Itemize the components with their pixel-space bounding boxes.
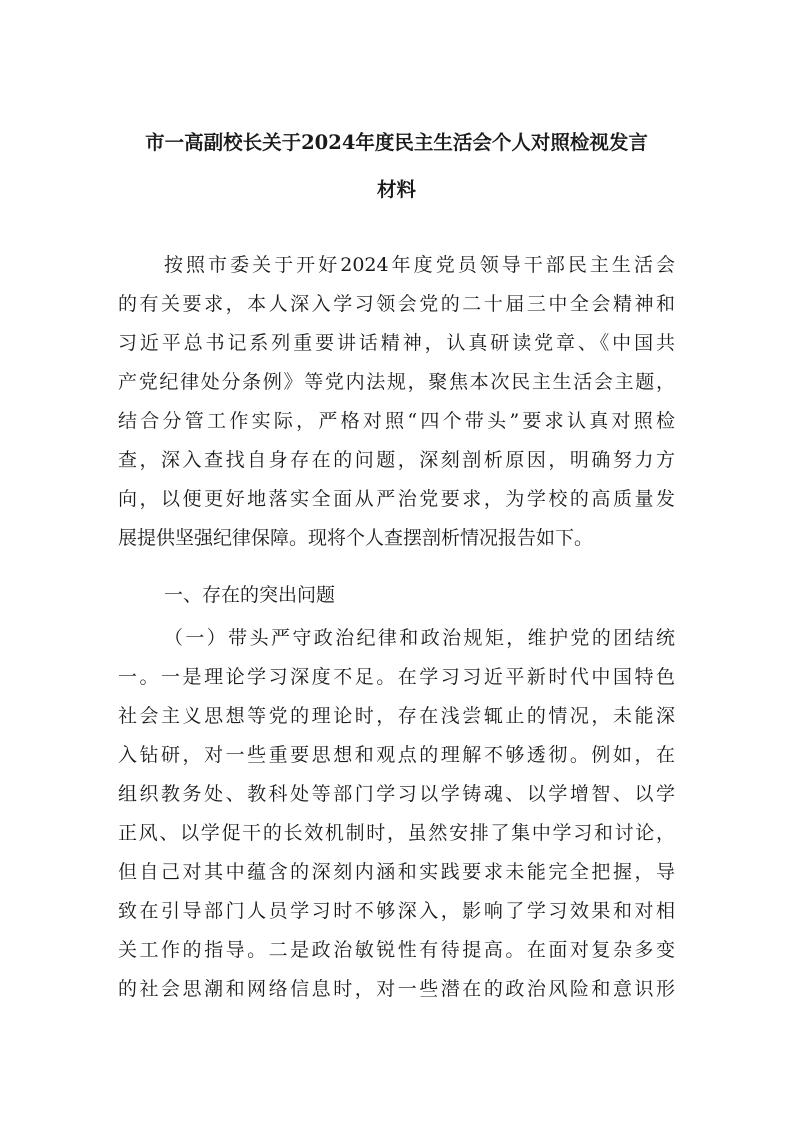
body-line-1: （一）带头严守政治纪律和政治规矩，维护党的团结统 <box>164 627 675 649</box>
body-line-7: 但自己对其中蕴含的深刻内涵和实践要求未能完全把握，导 <box>118 861 675 883</box>
body-line-2: 一。一是理论学习深度不足。在学习习近平新时代中国特色 <box>118 666 675 688</box>
intro-line-4: 产党纪律处分条例》等党内法规，聚焦本次民主生活会主题， <box>118 371 675 393</box>
body-line-3: 社会主义思想等党的理论时，存在浅尝辄止的情况，未能深 <box>118 705 675 727</box>
intro-line-1: 按照市委关于开好2024年度党员领导干部民主生活会 <box>164 254 675 276</box>
body-line-8: 致在引导部门人员学习时不够深入，影响了学习效果和对相 <box>118 900 675 922</box>
intro-line-6: 查，深入查找自身存在的问题，深刻剖析原因，明确努力方 <box>118 449 675 471</box>
body-line-5: 组织教务处、教科处等部门学习以学铸魂、以学增智、以学 <box>118 783 675 805</box>
intro-line-8: 展提供坚强纪律保障。现将个人查摆剖析情况报告如下。 <box>118 527 594 549</box>
intro-line-7: 向，以便更好地落实全面从严治党要求，为学校的高质量发 <box>118 488 675 510</box>
body-line-4: 入钻研，对一些重要思想和观点的理解不够透彻。例如，在 <box>118 744 675 766</box>
intro-line-2: 的有关要求，本人深入学习领会党的二十届三中全会精神和 <box>118 293 675 315</box>
intro-line-5: 结合分管工作实际，严格对照“四个带头”要求认真对照检 <box>118 410 675 432</box>
body-line-6: 正风、以学促干的长效机制时，虽然安排了集中学习和讨论， <box>118 822 675 844</box>
document-title-line-2: 材料 <box>376 178 416 201</box>
document-title-line-1: 市一高副校长关于2024年度民主生活会个人对照检视发言 <box>145 131 648 154</box>
intro-line-3: 习近平总书记系列重要讲话精神，认真研读党章、《中国共 <box>118 332 675 354</box>
body-line-10: 的社会思潮和网络信息时，对一些潜在的政治风险和意识形 <box>118 978 675 1000</box>
section-heading: 一、存在的突出问题 <box>164 584 336 606</box>
body-line-9: 关工作的指导。二是政治敏锐性有待提高。在面对复杂多变 <box>118 939 675 961</box>
